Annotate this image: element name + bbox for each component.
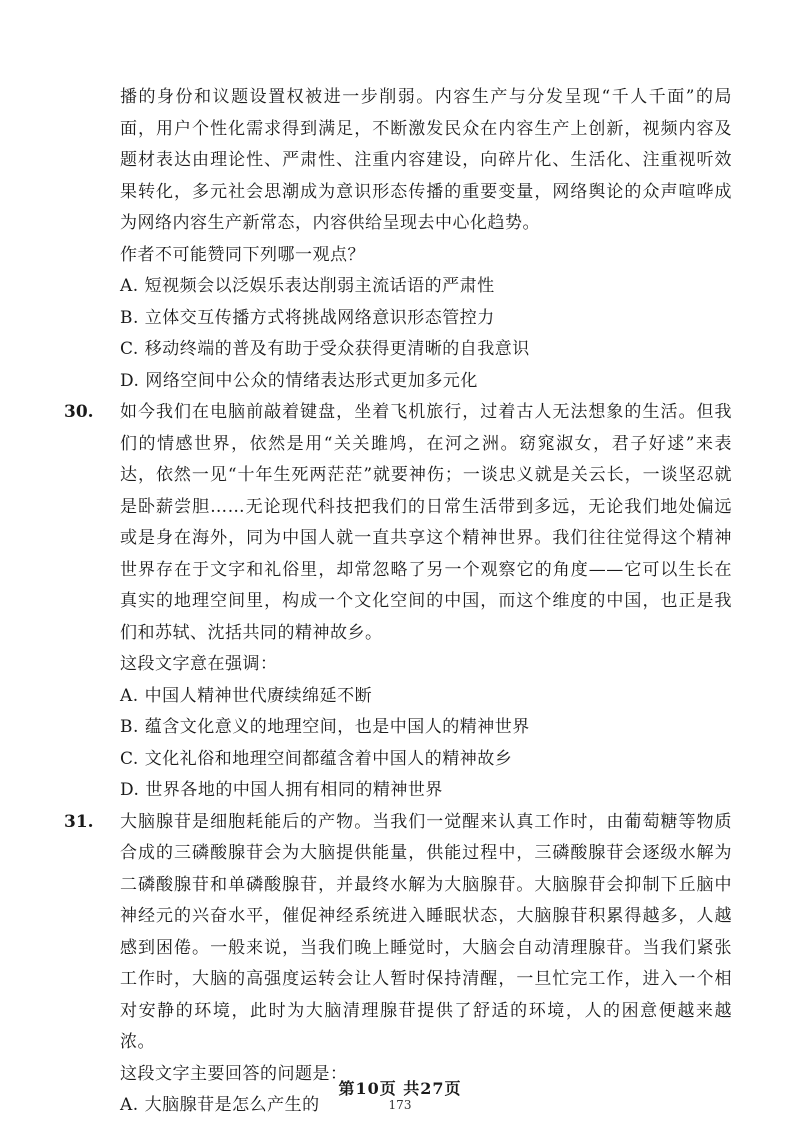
page-content <box>64 82 732 1122</box>
question-30 <box>64 397 732 807</box>
question-30-number: 30. <box>64 402 94 422</box>
page-label: 第10页 共27页 <box>338 1079 462 1098</box>
passage-continuation: 播的身份和议题设置权被进一步削弱。内容生产与分发呈现“千人千面”的局面，用户个性化需求得到满足，不断激发民众在内容生产上创新，视频内容及题材表达由理论性、严肃性、注重内容建设，向碎片化、生活化、注重视听效果转化，多元社会思潮成为意识形态传播的重要变量，网络舆论的众声喧哗成为网络内容生产新常态，内容供给呈现去中心化趋势。 <box>120 87 732 233</box>
question-29-prompt: 作者不可能赞同下列哪一观点？ <box>120 244 365 265</box>
question-31-number: 31. <box>64 811 94 832</box>
question-31-stem: 大脑腺苷是细胞耗能后的产物。当我们一觉醒来认真工作时，由葡萄糖等物质合成的三磷酸腺苷会为大脑提供能量，供能过程中，三磷酸腺苷会逐级水解为二磷酸腺苷和单磷酸腺苷，并最终水解为大脑腺苷。大脑腺苷会抑制下丘脑中神经元的兴奋水平，催促神经系统进入睡眠状态，大脑腺苷积累得越多，人越感到困倦。一般来说，当我们晚上睡觉时，大脑会自动清理腺苷。当我们紧张工作时，大脑的高强度运转会让人暂时保持清醒，一旦忙完工作，进入一个相对安静的环境，此时为大脑清理腺苷提供了舒适的环境，人的困意便越来越浓。 <box>120 811 732 1052</box>
question-30-option-c: C. 文化礼俗和地理空间都蕴含着中国人的精神故乡 <box>120 748 513 769</box>
question-29-option-a: A. 短视频会以泛娱乐表达削弱主流话语的严肃性 <box>120 276 495 296</box>
question-30-option-a: A. 中国人精神世代赓续绵延不断 <box>120 685 373 706</box>
question-29-option-d: D. 网络空间中公众的情绪表达形式更加多元化 <box>120 370 478 391</box>
question-30-prompt: 这段文字意在强调： <box>120 654 278 674</box>
question-31 <box>64 807 732 1122</box>
page-number: 173 <box>388 1098 412 1112</box>
question-31-prompt: 这段文字主要回答的问题是： <box>120 1063 348 1084</box>
question-30-option-b: B. 蕴含文化意义的地理空间，也是中国人的精神世界 <box>120 717 530 737</box>
question-29-tail <box>92 240 732 398</box>
question-30-stem: 如今我们在电脑前敲着键盘，坐着飞机旅行，过着古人无法想象的生活。但我们的情感世界，依然是用“关关雎鸠，在河之洲。窈窕淑女，君子好逑”来表达，依然一见“十年生死两茫茫”就要神伤；一谈忠义就是关云长，一谈坚忍就是卧薪尝胆……无论现代科技把我们的日常生活带到多远，无论我们地处偏远或是身在海外，同为中国人就一直共享这个精神世界。我们往往觉得这个精神世界存在于文字和礼俗里，却常忽略了另一个观察它的角度——它可以生长在真实的地理空间里，构成一个文化空间的中国，而这个维度的中国，也正是我们和苏轼、沈括共同的精神故乡。 <box>120 402 732 643</box>
question-29-option-c: C. 移动终端的普及有助于受众获得更清晰的自我意识 <box>120 339 530 359</box>
question-31-option-a: A. 大脑腺苷是怎么产生的 <box>120 1095 320 1115</box>
question-29-option-b: B. 立体交互传播方式将挑战网络意识形态管控力 <box>120 307 495 328</box>
question-30-option-d: D. 世界各地的中国人拥有相同的精神世界 <box>120 780 443 800</box>
